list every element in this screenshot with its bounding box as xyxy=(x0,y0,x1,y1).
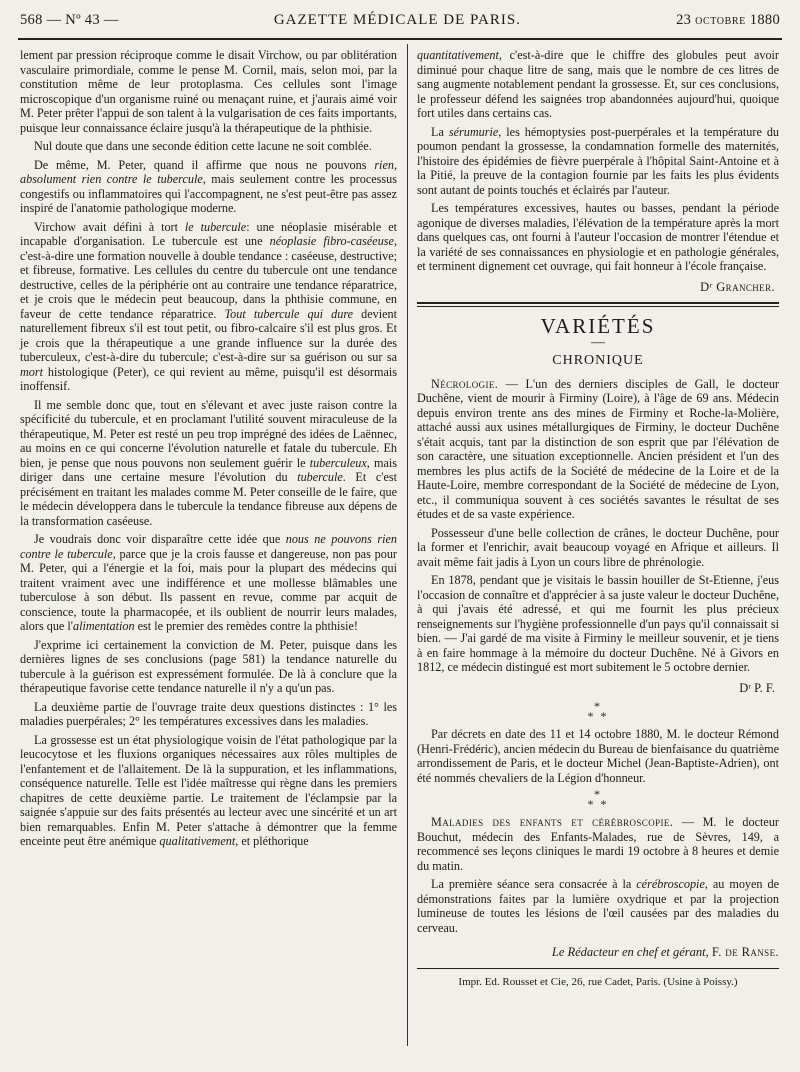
section-title: VARIÉTÉS xyxy=(540,314,656,338)
paragraph: quantitativement, c'est-à-dire que le chiffre des globules peut avoir diminué pour chaque litre de sang, mais que le nombre de ces litres de sang augmente notablement pendant la grossesse. Et, sur ces conclusions, le professeur défend les saignées trop abandonnées aujourd'hui, quoique fort utiles dans certains cas. xyxy=(417,48,779,120)
date-year: 1880 xyxy=(749,12,780,28)
signature-grancher: Dʳ Grancher. xyxy=(700,279,775,294)
paragraph: lement par pression réciproque comme le disait Virchow, ou par oblitération vasculaire primordiale, comme le pense M. Cornil, mais, selon moi, par la constitution même de leur protoplasma. Ces cellules sont l'image microscopique d'un organisme ruiné ou menaçant ruine, et j'aurais aimé voir M. Peter prêter l'appui de son talent à la vulgarisation de ces faits importants, puisque leur connaissance éclaire jusqu'à la thérapeutique de la phthisie. xyxy=(20,48,397,135)
title-dash: — xyxy=(591,334,605,350)
paragraph: Possesseur d'une belle collection de crânes, le docteur Duchêne, pour la former et l'enrichir, avait beaucoup voyagé en Afrique et ailleurs. Il avait même fait jadis à Lyon un cours libre de phrénologie. xyxy=(417,525,779,569)
paragraph: La sérumurie, les hémoptysies post-puerpérales et la température du poumon pendant la grossesse, la condamnation formelle des maternités, l'histoire des épidémies de fièvre puerpérale à l'hôpital Saint-Antoine et à la Pitié, la preuve de la contagion fournie par les faits les plus évidents sont autant de points touchés et éclairés par l'auteur. xyxy=(417,124,780,197)
paragraph: Je voudrais donc voir disparaître cette idée que nous ne pouvons rien contre le tubercule, parce que je la crois fausse et dangereuse, non pas pour M. Peter, qui a l'énergie et la foi, mais pour la plupart des médecins qui traitent vraiment avec une indifférence et une mollesse blâmables une tuberculose à son début. Ils passent en revue, comme par acquit de conscience, toute la pharmacopée, et ils oublient de nourrir leurs malades, alors que l'alimentation est le premier des remèdes contre la phthisie! xyxy=(20,532,397,633)
date-month: octobre xyxy=(695,12,746,28)
section-rule-thin xyxy=(417,306,779,307)
paragraph: Les températures excessives, hautes ou basses, pendant la période agonique de diverses maladies, l'élévation de la température après la mort dans quelques cas, ont fourni à l'auteur l'occasion de montrer l'étendue et la variété de ses connaissances en physiologie et en pathologie générales, et terminent dignement cet ouvrage, qui fait honneur à l'école française. xyxy=(417,201,779,273)
paragraph: La première séance sera consacrée à la cérébroscopie, au moyen de démonstrations faites par la lumière oxydrique et par la projection lumineuse de toutes les lésions de l'œil causées par des maladies du cerveau. xyxy=(417,877,779,935)
sub-title: CHRONIQUE xyxy=(552,353,644,368)
page-number: 568 — Nº 43 — xyxy=(20,12,119,28)
paragraph: Nécrologie. — L'un des derniers disciples de Gall, le docteur Duchêne, vient de mourir à Firminy (Loire), à l'âge de 69 ans. Médecin depuis environ trente ans des mines de Firminy et Roche-la-Molière, attaché aussi aux usines métallurgiques de Firminy, le docteur Duchêne s'était acquis, tant par la distinction de son esprit que par l'élévation de son caractère, une situation exceptionnelle. Ancien président et l'un des membres les plus actifs de la Société de médecine de la Loire et de la Haute-Loire, membre correspondant de la Société de médecine de Lyon, etc., il communiqua souvent à ces sociétés savantes le résultat de ses études et de sa vaste expérience. xyxy=(417,376,779,521)
editor-credit: Le Rédacteur en chef et gérant, F. de Ranse. xyxy=(551,945,779,959)
imprint: Impr. Ed. Rousset et Cie, 26, rue Cadet, Paris. (Usine à Poissy.) xyxy=(458,975,738,988)
section-rule xyxy=(417,302,779,304)
paragraph: Par décrets en date des 11 et 14 octobre 1880, M. le docteur Rémond (Henri-Frédéric), ancien médecin du Bureau de bienfaisance du quatrième arrondissement de Paris, et le docteur Michel (Jean-Baptiste-Adrien), ont été nommés chevaliers de la Légion d'honneur. xyxy=(417,727,779,785)
paragraph: Maladies des enfants et cérébroscopie. — M. le docteur Bouchut, médecin des Enfants-Malades, rue de Sèvres, 149, a recommencé ses leçons cliniques le mardi 19 octobre à 8 heures et demie du matin. xyxy=(417,815,779,873)
issue-date xyxy=(676,12,780,29)
left-column xyxy=(20,48,397,853)
journal-title: GAZETTE MÉDICALE DE PARIS. xyxy=(273,12,521,28)
paragraph: Virchow avait défini à tort le tubercule: une néoplasie misérable et incapable d'organisation. Le tubercule est une néoplasie fibro-caséeuse, c'est-à-dire une formation nouvelle à double tendance : caséeuse, destructive; et fibreuse, formative. Les cellules du centre du tubercule ont une tendance destructive, celles de la périphérie ont au contraire une tendance réparatrice, et je crois que le médecin peut beaucoup, dans la phthisie commune, en faveur de cette tendance réparatrice. Tout tubercule qui dure devient naturellement fibreux s'il est tout petit, ou fibro-calcaire s'il est plus gros. Et je crois que la thérapeutique a une grande influence sur la durée des tuberculeux, c'est-à-dire du tubercule; c'est-à-dire sur sa guérison ou sur sa mort histologique (Peter), ce qui revient au même, puisqu'il est désormais inoffensif. xyxy=(20,219,398,393)
asterism: * * * xyxy=(587,787,609,811)
paragraph: Il me semble donc que, tout en s'élevant et avec juste raison contre la spécificité du tubercule, et en proclamant l'utilité souvent miraculeuse de la thérapeutique, M. Peter est resté un peu trop imprégné des idées de Laënnec, au moins en ce qui concerne l'évolution naturelle et fatale du tubercule. Eh bien, je pense que nous pouvons non seulement guérir le tuberculeux, mais diriger dans une certaine mesure l'évolution du tubercule. Et c'est précisément en traitant les malades comme M. Peter conseille de le faire, que le médecin développera dans le tubercule la tendance fibreuse aux dépens de la transformation caséeuse. xyxy=(20,397,397,528)
asterism: * * * xyxy=(587,699,609,723)
signature-pf: Dʳ P. F. xyxy=(739,680,775,695)
date-day: 23 xyxy=(676,12,692,28)
page-header xyxy=(20,12,780,36)
paragraph: De même, M. Peter, quand il affirme que nous ne pouvons rien, absolument rien contre le tubercule, mais seulement contre les processus congestifs ou inflammatoires qui l'accompagnent, ne s'est peut-être pas assez inspiré de l'anatomie pathologique moderne. xyxy=(20,157,397,215)
paragraph: J'exprime ici certainement la conviction de M. Peter, puisque dans les dernières lignes de ses conclusions (page 581) la tendance naturelle du tubercule à la guérison est expressément formulée. De là à conclure que la thérapeutique favorise cette tendance naturelle il n'y a qu'un pas. xyxy=(20,637,397,695)
paragraph: La grossesse est un état physiologique voisin de l'état pathologique par la leucocytose et les fluxions organiques nécessaires aux rôles multiples de l'enfantement et de l'allaitement. De là la suppuration, et les inflammations, conséquence naturelle. Telle est l'idée maîtresse qui règne dans les premiers chapitres de cette deuxième partie. Le traitement de l'éclampsie par la saignée s'appuie sur des faits présentés au lecteur avec une sincérité et un art bien remarquables. Enfin M. Peter s'attache à démontrer que la femme enceinte peut être anémique qualitativement, et pléthorique xyxy=(20,732,397,848)
paragraph: La deuxième partie de l'ouvrage traite deux questions distinctes : 1° les maladies puerpérales; 2° les températures excessives dans les maladies. xyxy=(20,699,397,728)
paragraph: Nul doute que dans une seconde édition cette lacune ne soit comblée. xyxy=(34,139,372,153)
paragraph: En 1878, pendant que je visitais le bassin houiller de St-Etienne, j'eus l'occasion de connaître et d'apprécier à sa juste valeur le docteur Duchêne, à qui j'avais été adressé, et qui me fournit les plus précieux renseignements sur l'hygiène professionnelle d'un pays qu'il connaissait si bien. — J'ai gardé de ma visite à Firminy le meilleur souvenir, et je tiens à en faire hommage à la mémoire du docteur Duchêne. Né à Givors en 1812, ce médecin distingué est mort subitement le 5 octobre dernier. xyxy=(417,573,779,674)
footer-rule xyxy=(417,968,779,969)
header-rule xyxy=(18,38,782,40)
column-divider xyxy=(407,44,408,1046)
right-column xyxy=(417,48,779,989)
